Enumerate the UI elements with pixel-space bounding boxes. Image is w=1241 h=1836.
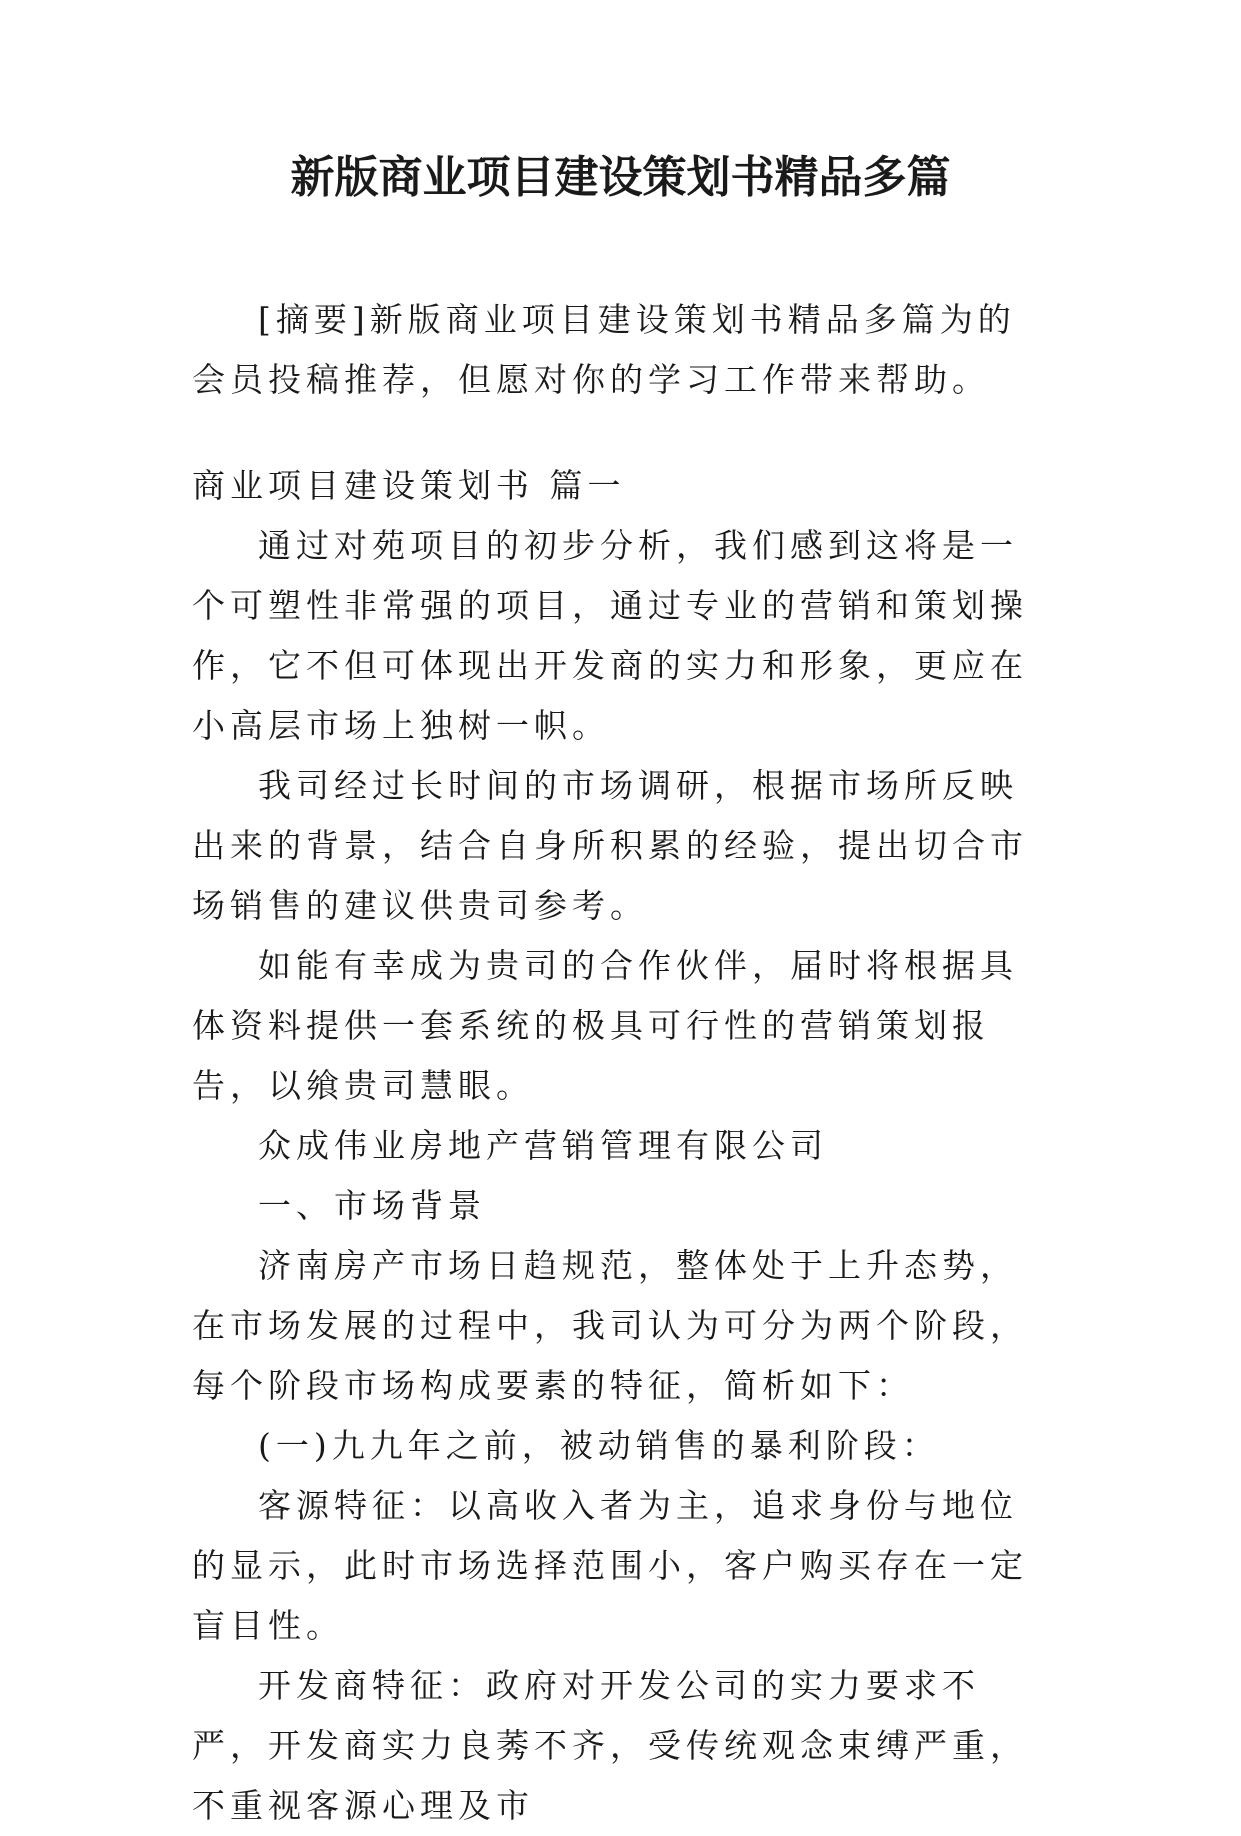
body-paragraph: 如能有幸成为贵司的合作伙伴，届时将根据具体资料提供一套系统的极具可行性的营销策划报告，以飨贵司慧眼。 (192, 946, 1018, 1105)
document-body (192, 290, 1052, 1836)
subsection-heading: (一)九九年之前，被动销售的暴利阶段： (258, 1426, 940, 1465)
section-heading: 商业项目建设策划书 篇一 (192, 466, 626, 505)
body-paragraph: 通过对苑项目的初步分析，我们感到这将是一个可塑性非常强的项目，通过专业的营销和策划操作，它不但可体现出开发商的实力和形象，更应在小高层市场上独树一帜。 (192, 526, 1028, 745)
subsection-heading: 一、市场背景 (258, 1186, 486, 1225)
body-paragraph: 我司经过长时间的市场调研，根据市场所反映出来的背景，结合自身所积累的经验，提出切合市场销售的建议供贵司参考。 (192, 766, 1028, 925)
body-paragraph: 客源特征：以高收入者为主，追求身份与地位的显示，此时市场选择范围小，客户购买存在一定盲目性。 (192, 1486, 1028, 1645)
body-paragraph: 开发商特征：政府对开发公司的实力要求不严，开发商实力良莠不齐，受传统观念束缚严重，不重视客源心理及市 (192, 1666, 1028, 1825)
body-paragraph: 济南房产市场日趋规范，整体处于上升态势，在市场发展的过程中，我司认为可分为两个阶段，每个阶段市场构成要素的特征，简析如下： (192, 1246, 1028, 1405)
abstract-paragraph: [摘要]新版商业项目建设策划书精品多篇为的会员投稿推荐，但愿对你的学习工作带来帮助。 (192, 300, 1016, 399)
company-name: 众成伟业房地产营销管理有限公司 (258, 1126, 828, 1165)
document-title: 新版商业项目建设策划书精品多篇 (290, 152, 951, 203)
